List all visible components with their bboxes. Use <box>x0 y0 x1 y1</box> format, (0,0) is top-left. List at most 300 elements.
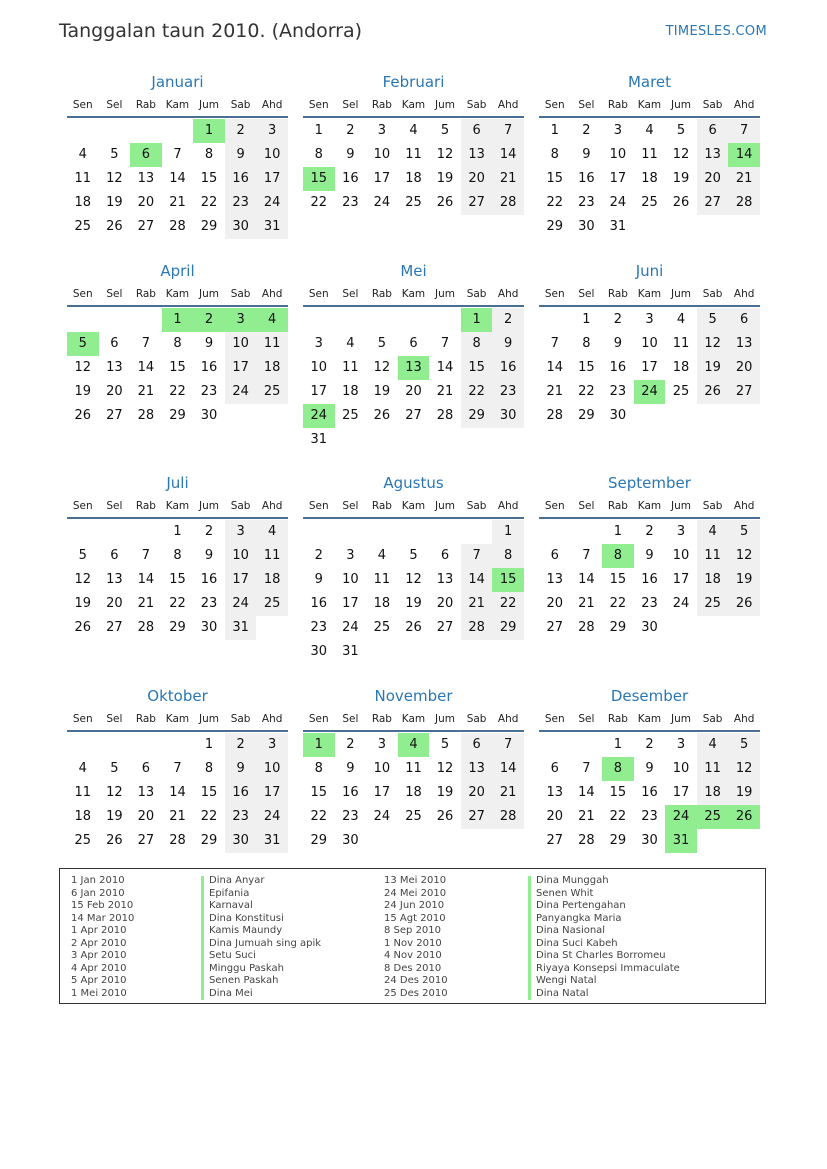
holiday-day-cell[interactable]: 15 <box>492 568 524 592</box>
day-cell[interactable]: 3 <box>676 737 686 752</box>
day-cell[interactable]: 17 <box>310 384 328 399</box>
day-cell[interactable]: 19 <box>728 568 760 592</box>
day-cell[interactable]: 8 <box>314 761 323 776</box>
day-cell[interactable]: 17 <box>672 572 690 587</box>
day-cell[interactable]: 9 <box>346 761 355 776</box>
day-cell[interactable]: 8 <box>582 336 591 351</box>
day-cell[interactable]: 2 <box>204 524 214 539</box>
holiday-day-cell[interactable]: 25 <box>697 805 729 829</box>
day-cell[interactable]: 9 <box>225 143 257 167</box>
day-cell[interactable]: 12 <box>405 572 422 587</box>
day-cell[interactable]: 29 <box>492 616 524 640</box>
day-cell[interactable]: 24 <box>342 620 359 635</box>
day-cell[interactable]: 3 <box>256 733 288 757</box>
holiday-day-cell[interactable]: 1 <box>303 733 335 757</box>
day-cell[interactable]: 31 <box>310 432 328 447</box>
day-cell[interactable]: 17 <box>256 781 288 805</box>
day-cell[interactable]: 2 <box>645 737 654 752</box>
day-cell[interactable]: 26 <box>728 592 760 616</box>
day-cell[interactable]: 29 <box>461 404 493 428</box>
holiday-day-cell[interactable]: 8 <box>602 757 634 781</box>
day-cell[interactable]: 22 <box>609 809 627 824</box>
day-cell[interactable]: 2 <box>346 737 355 752</box>
day-cell[interactable]: 4 <box>78 761 87 776</box>
day-cell[interactable]: 30 <box>578 219 595 234</box>
day-cell[interactable]: 15 <box>609 572 627 587</box>
day-cell[interactable]: 15 <box>169 572 186 587</box>
day-cell[interactable]: 1 <box>613 524 623 539</box>
day-cell[interactable]: 17 <box>342 596 359 611</box>
day-cell[interactable]: 20 <box>405 384 422 399</box>
holiday-day-cell[interactable]: 1 <box>461 308 493 332</box>
day-cell[interactable]: 8 <box>314 147 323 162</box>
day-cell[interactable]: 31 <box>256 829 288 853</box>
day-cell[interactable]: 1 <box>314 123 323 138</box>
day-cell[interactable]: 29 <box>200 833 218 848</box>
day-cell[interactable]: 8 <box>204 761 214 776</box>
day-cell[interactable]: 24 <box>373 809 391 824</box>
holiday-day-cell[interactable]: 24 <box>665 805 697 829</box>
day-cell[interactable]: 22 <box>609 596 627 611</box>
day-cell[interactable]: 5 <box>110 147 119 162</box>
day-cell[interactable]: 30 <box>310 644 328 659</box>
holiday-day-cell[interactable]: 8 <box>602 544 634 568</box>
day-cell[interactable]: 18 <box>405 785 422 800</box>
day-cell[interactable]: 1 <box>550 123 559 138</box>
day-cell[interactable]: 6 <box>550 761 559 776</box>
day-cell[interactable]: 22 <box>492 592 524 616</box>
day-cell[interactable]: 29 <box>169 408 186 423</box>
day-cell[interactable]: 14 <box>492 143 524 167</box>
day-cell[interactable]: 20 <box>697 167 729 191</box>
day-cell[interactable]: 15 <box>200 785 218 800</box>
day-cell[interactable]: 6 <box>440 548 450 563</box>
day-cell[interactable]: 28 <box>137 408 155 423</box>
day-cell[interactable]: 21 <box>578 809 595 824</box>
day-cell[interactable]: 27 <box>697 191 729 215</box>
day-cell[interactable]: 10 <box>342 572 359 587</box>
day-cell[interactable]: 30 <box>609 408 627 423</box>
day-cell[interactable]: 20 <box>137 195 155 210</box>
day-cell[interactable]: 22 <box>310 195 328 210</box>
day-cell[interactable]: 2 <box>613 312 623 327</box>
holiday-day-cell[interactable]: 14 <box>728 143 760 167</box>
day-cell[interactable]: 16 <box>492 356 524 380</box>
day-cell[interactable]: 12 <box>728 544 760 568</box>
day-cell[interactable]: 3 <box>676 524 686 539</box>
day-cell[interactable]: 16 <box>641 572 658 587</box>
day-cell[interactable]: 29 <box>200 219 218 234</box>
day-cell[interactable]: 23 <box>225 805 257 829</box>
holiday-day-cell[interactable]: 4 <box>398 733 430 757</box>
day-cell[interactable]: 29 <box>578 408 595 423</box>
day-cell[interactable]: 25 <box>373 620 391 635</box>
day-cell[interactable]: 7 <box>582 761 591 776</box>
day-cell[interactable]: 25 <box>405 809 422 824</box>
day-cell[interactable]: 12 <box>106 171 123 186</box>
day-cell[interactable]: 16 <box>342 171 359 186</box>
day-cell[interactable]: 15 <box>461 356 493 380</box>
day-cell[interactable]: 28 <box>578 620 595 635</box>
day-cell[interactable]: 7 <box>492 733 524 757</box>
day-cell[interactable]: 19 <box>436 785 454 800</box>
day-cell[interactable]: 23 <box>342 809 359 824</box>
day-cell[interactable]: 25 <box>256 592 288 616</box>
day-cell[interactable]: 23 <box>225 191 257 215</box>
day-cell[interactable]: 12 <box>728 757 760 781</box>
day-cell[interactable]: 10 <box>310 360 328 375</box>
day-cell[interactable]: 7 <box>141 336 151 351</box>
day-cell[interactable]: 16 <box>200 360 218 375</box>
holiday-day-cell[interactable]: 15 <box>303 167 335 191</box>
day-cell[interactable]: 21 <box>137 384 155 399</box>
holiday-day-cell[interactable]: 13 <box>398 356 430 380</box>
day-cell[interactable]: 9 <box>346 147 355 162</box>
day-cell[interactable]: 27 <box>436 620 454 635</box>
day-cell[interactable]: 13 <box>106 360 123 375</box>
day-cell[interactable]: 12 <box>74 360 92 375</box>
day-cell[interactable]: 11 <box>74 785 92 800</box>
day-cell[interactable]: 20 <box>546 596 564 611</box>
day-cell[interactable]: 9 <box>645 548 654 563</box>
day-cell[interactable]: 18 <box>641 171 658 186</box>
day-cell[interactable]: 28 <box>169 833 186 848</box>
day-cell[interactable]: 13 <box>436 572 454 587</box>
brand-link[interactable]: TIMESLES.COM <box>665 24 767 39</box>
holiday-day-cell[interactable]: 3 <box>225 308 257 332</box>
day-cell[interactable]: 21 <box>578 596 595 611</box>
day-cell[interactable]: 11 <box>74 171 92 186</box>
day-cell[interactable]: 5 <box>377 336 387 351</box>
day-cell[interactable]: 21 <box>461 592 493 616</box>
day-cell[interactable]: 12 <box>106 785 123 800</box>
day-cell[interactable]: 6 <box>461 733 493 757</box>
day-cell[interactable]: 18 <box>74 809 92 824</box>
day-cell[interactable]: 2 <box>346 123 355 138</box>
day-cell[interactable]: 5 <box>728 733 760 757</box>
day-cell[interactable]: 17 <box>641 360 658 375</box>
day-cell[interactable]: 20 <box>106 384 123 399</box>
day-cell[interactable]: 30 <box>200 408 218 423</box>
day-cell[interactable]: 23 <box>641 596 658 611</box>
holiday-day-cell[interactable]: 2 <box>193 308 225 332</box>
day-cell[interactable]: 16 <box>200 572 218 587</box>
day-cell[interactable]: 19 <box>728 781 760 805</box>
day-cell[interactable]: 8 <box>173 548 182 563</box>
day-cell[interactable]: 11 <box>256 544 288 568</box>
day-cell[interactable]: 4 <box>256 520 288 544</box>
day-cell[interactable]: 22 <box>461 380 493 404</box>
day-cell[interactable]: 11 <box>405 147 422 162</box>
day-cell[interactable]: 18 <box>405 171 422 186</box>
day-cell[interactable]: 17 <box>672 785 690 800</box>
day-cell[interactable]: 4 <box>78 147 87 162</box>
day-cell[interactable]: 5 <box>78 548 87 563</box>
day-cell[interactable]: 10 <box>256 757 288 781</box>
day-cell[interactable]: 14 <box>578 785 595 800</box>
day-cell[interactable]: 30 <box>492 404 524 428</box>
holiday-day-cell[interactable]: 1 <box>162 308 194 332</box>
day-cell[interactable]: 15 <box>609 785 627 800</box>
day-cell[interactable]: 9 <box>225 757 257 781</box>
day-cell[interactable]: 19 <box>106 195 123 210</box>
day-cell[interactable]: 16 <box>578 171 595 186</box>
day-cell[interactable]: 5 <box>409 548 418 563</box>
day-cell[interactable]: 6 <box>697 119 729 143</box>
day-cell[interactable]: 17 <box>373 171 391 186</box>
day-cell[interactable]: 3 <box>314 336 323 351</box>
day-cell[interactable]: 27 <box>461 191 493 215</box>
day-cell[interactable]: 4 <box>697 733 729 757</box>
day-cell[interactable]: 11 <box>641 147 658 162</box>
day-cell[interactable]: 25 <box>697 592 729 616</box>
day-cell[interactable]: 24 <box>256 805 288 829</box>
day-cell[interactable]: 30 <box>342 833 359 848</box>
day-cell[interactable]: 14 <box>546 360 564 375</box>
day-cell[interactable]: 9 <box>613 336 623 351</box>
day-cell[interactable]: 31 <box>609 219 627 234</box>
day-cell[interactable]: 19 <box>672 171 690 186</box>
day-cell[interactable]: 24 <box>373 195 391 210</box>
day-cell[interactable]: 10 <box>641 336 658 351</box>
day-cell[interactable]: 16 <box>310 596 328 611</box>
day-cell[interactable]: 8 <box>492 544 524 568</box>
day-cell[interactable]: 27 <box>106 408 123 423</box>
day-cell[interactable]: 31 <box>225 616 257 640</box>
day-cell[interactable]: 14 <box>578 572 595 587</box>
day-cell[interactable]: 2 <box>582 123 591 138</box>
holiday-day-cell[interactable]: 26 <box>728 805 760 829</box>
day-cell[interactable]: 27 <box>137 219 155 234</box>
day-cell[interactable]: 13 <box>697 143 729 167</box>
day-cell[interactable]: 4 <box>409 123 418 138</box>
day-cell[interactable]: 13 <box>461 143 493 167</box>
day-cell[interactable]: 14 <box>169 171 186 186</box>
day-cell[interactable]: 11 <box>342 360 359 375</box>
day-cell[interactable]: 20 <box>137 809 155 824</box>
day-cell[interactable]: 10 <box>256 143 288 167</box>
day-cell[interactable]: 29 <box>169 620 186 635</box>
day-cell[interactable]: 26 <box>74 620 92 635</box>
day-cell[interactable]: 13 <box>546 785 564 800</box>
day-cell[interactable]: 9 <box>204 548 214 563</box>
day-cell[interactable]: 27 <box>546 833 564 848</box>
day-cell[interactable]: 5 <box>110 761 119 776</box>
day-cell[interactable]: 14 <box>436 360 454 375</box>
day-cell[interactable]: 8 <box>173 336 182 351</box>
day-cell[interactable]: 9 <box>314 572 323 587</box>
day-cell[interactable]: 9 <box>492 332 524 356</box>
day-cell[interactable]: 8 <box>461 332 493 356</box>
day-cell[interactable]: 7 <box>582 548 591 563</box>
day-cell[interactable]: 30 <box>641 833 658 848</box>
day-cell[interactable]: 15 <box>310 785 328 800</box>
day-cell[interactable]: 12 <box>373 360 391 375</box>
day-cell[interactable]: 4 <box>645 123 654 138</box>
day-cell[interactable]: 21 <box>492 167 524 191</box>
day-cell[interactable]: 22 <box>200 195 218 210</box>
holiday-day-cell[interactable]: 1 <box>193 119 225 143</box>
day-cell[interactable]: 6 <box>110 548 119 563</box>
day-cell[interactable]: 25 <box>342 408 359 423</box>
day-cell[interactable]: 19 <box>74 384 92 399</box>
day-cell[interactable]: 19 <box>74 596 92 611</box>
day-cell[interactable]: 27 <box>546 620 564 635</box>
day-cell[interactable]: 3 <box>256 119 288 143</box>
day-cell[interactable]: 2 <box>645 524 654 539</box>
day-cell[interactable]: 20 <box>106 596 123 611</box>
day-cell[interactable]: 7 <box>173 147 182 162</box>
day-cell[interactable]: 27 <box>461 805 493 829</box>
day-cell[interactable]: 23 <box>342 195 359 210</box>
day-cell[interactable]: 21 <box>436 384 454 399</box>
day-cell[interactable]: 11 <box>373 572 391 587</box>
day-cell[interactable]: 7 <box>440 336 450 351</box>
day-cell[interactable]: 17 <box>225 568 257 592</box>
day-cell[interactable]: 12 <box>436 147 454 162</box>
day-cell[interactable]: 14 <box>137 572 155 587</box>
day-cell[interactable]: 13 <box>137 785 155 800</box>
day-cell[interactable]: 18 <box>697 568 729 592</box>
day-cell[interactable]: 30 <box>641 620 658 635</box>
day-cell[interactable]: 3 <box>225 520 257 544</box>
day-cell[interactable]: 12 <box>436 761 454 776</box>
day-cell[interactable]: 8 <box>204 147 214 162</box>
day-cell[interactable]: 5 <box>676 123 686 138</box>
day-cell[interactable]: 23 <box>200 596 218 611</box>
day-cell[interactable]: 10 <box>672 548 690 563</box>
day-cell[interactable]: 15 <box>546 171 564 186</box>
day-cell[interactable]: 18 <box>672 360 690 375</box>
day-cell[interactable]: 3 <box>377 737 387 752</box>
day-cell[interactable]: 3 <box>645 312 654 327</box>
day-cell[interactable]: 2 <box>314 548 323 563</box>
day-cell[interactable]: 26 <box>697 380 729 404</box>
day-cell[interactable]: 7 <box>141 548 151 563</box>
day-cell[interactable]: 18 <box>373 596 391 611</box>
day-cell[interactable]: 27 <box>728 380 760 404</box>
day-cell[interactable]: 30 <box>200 620 218 635</box>
day-cell[interactable]: 18 <box>697 781 729 805</box>
day-cell[interactable]: 16 <box>609 360 627 375</box>
day-cell[interactable]: 3 <box>377 123 387 138</box>
day-cell[interactable]: 8 <box>550 147 559 162</box>
day-cell[interactable]: 10 <box>225 544 257 568</box>
day-cell[interactable]: 12 <box>74 572 92 587</box>
day-cell[interactable]: 10 <box>609 147 627 162</box>
day-cell[interactable]: 18 <box>256 568 288 592</box>
day-cell[interactable]: 13 <box>461 757 493 781</box>
day-cell[interactable]: 7 <box>492 119 524 143</box>
day-cell[interactable]: 5 <box>697 308 729 332</box>
day-cell[interactable]: 14 <box>169 785 186 800</box>
day-cell[interactable]: 29 <box>546 219 564 234</box>
day-cell[interactable]: 28 <box>492 805 524 829</box>
day-cell[interactable]: 22 <box>578 384 595 399</box>
day-cell[interactable]: 23 <box>310 620 328 635</box>
day-cell[interactable]: 7 <box>173 761 182 776</box>
day-cell[interactable]: 20 <box>461 167 493 191</box>
day-cell[interactable]: 28 <box>492 191 524 215</box>
day-cell[interactable]: 2 <box>225 733 257 757</box>
day-cell[interactable]: 26 <box>106 219 123 234</box>
day-cell[interactable]: 27 <box>106 620 123 635</box>
day-cell[interactable]: 19 <box>405 596 422 611</box>
day-cell[interactable]: 19 <box>373 384 391 399</box>
day-cell[interactable]: 23 <box>641 809 658 824</box>
day-cell[interactable]: 26 <box>436 809 454 824</box>
day-cell[interactable]: 13 <box>728 332 760 356</box>
day-cell[interactable]: 1 <box>204 737 214 752</box>
day-cell[interactable]: 20 <box>728 356 760 380</box>
day-cell[interactable]: 17 <box>609 171 627 186</box>
day-cell[interactable]: 21 <box>546 384 564 399</box>
day-cell[interactable]: 11 <box>697 757 729 781</box>
day-cell[interactable]: 29 <box>310 833 328 848</box>
day-cell[interactable]: 23 <box>492 380 524 404</box>
day-cell[interactable]: 24 <box>225 380 257 404</box>
day-cell[interactable]: 26 <box>405 620 422 635</box>
day-cell[interactable]: 25 <box>74 833 92 848</box>
day-cell[interactable]: 1 <box>492 520 524 544</box>
day-cell[interactable]: 25 <box>641 195 658 210</box>
day-cell[interactable]: 28 <box>436 408 454 423</box>
day-cell[interactable]: 10 <box>225 332 257 356</box>
day-cell[interactable]: 14 <box>461 568 493 592</box>
day-cell[interactable]: 18 <box>74 195 92 210</box>
holiday-day-cell[interactable]: 6 <box>130 143 162 167</box>
day-cell[interactable]: 26 <box>106 833 123 848</box>
day-cell[interactable]: 27 <box>405 408 422 423</box>
day-cell[interactable]: 22 <box>169 596 186 611</box>
day-cell[interactable]: 30 <box>225 215 257 239</box>
day-cell[interactable]: 6 <box>461 119 493 143</box>
day-cell[interactable]: 1 <box>173 524 182 539</box>
day-cell[interactable]: 16 <box>641 785 658 800</box>
day-cell[interactable]: 6 <box>550 548 559 563</box>
day-cell[interactable]: 19 <box>697 356 729 380</box>
day-cell[interactable]: 24 <box>225 592 257 616</box>
day-cell[interactable]: 6 <box>110 336 119 351</box>
day-cell[interactable]: 16 <box>225 167 257 191</box>
day-cell[interactable]: 16 <box>342 785 359 800</box>
day-cell[interactable]: 21 <box>169 809 186 824</box>
day-cell[interactable]: 22 <box>200 809 218 824</box>
day-cell[interactable]: 21 <box>492 781 524 805</box>
day-cell[interactable]: 15 <box>169 360 186 375</box>
day-cell[interactable]: 25 <box>405 195 422 210</box>
day-cell[interactable]: 9 <box>645 761 654 776</box>
day-cell[interactable]: 11 <box>405 761 422 776</box>
day-cell[interactable]: 12 <box>697 332 729 356</box>
day-cell[interactable]: 21 <box>169 195 186 210</box>
day-cell[interactable]: 14 <box>137 360 155 375</box>
day-cell[interactable]: 17 <box>256 167 288 191</box>
day-cell[interactable]: 9 <box>582 147 591 162</box>
day-cell[interactable]: 20 <box>461 781 493 805</box>
day-cell[interactable]: 11 <box>672 336 690 351</box>
day-cell[interactable]: 5 <box>440 123 450 138</box>
day-cell[interactable]: 27 <box>137 833 155 848</box>
day-cell[interactable]: 9 <box>204 336 214 351</box>
day-cell[interactable]: 25 <box>256 380 288 404</box>
day-cell[interactable]: 17 <box>373 785 391 800</box>
day-cell[interactable]: 25 <box>74 219 92 234</box>
day-cell[interactable]: 1 <box>582 312 591 327</box>
day-cell[interactable]: 24 <box>256 191 288 215</box>
holiday-day-cell[interactable]: 31 <box>665 829 697 853</box>
day-cell[interactable]: 22 <box>310 809 328 824</box>
